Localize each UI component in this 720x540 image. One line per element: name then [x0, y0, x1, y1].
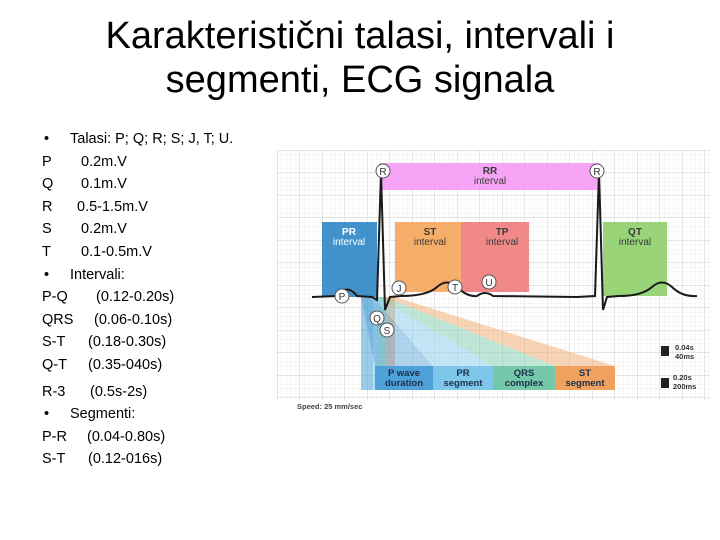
ecg-diagram: [277, 150, 710, 412]
wave-marker-u: [482, 275, 496, 289]
svg-text:0.20s: 0.20s: [673, 373, 692, 382]
wave-name: S: [42, 221, 52, 238]
svg-text:U: U: [485, 278, 493, 289]
svg-text:S: S: [383, 326, 391, 337]
segment-value: (0.12-016s): [88, 451, 163, 468]
st-interval-label-1: ST: [423, 227, 437, 238]
slide-title-line-1: Karakteristični talasi, intervali i: [105, 15, 615, 57]
segment-name: S-T: [42, 451, 66, 468]
wave-marker-p: [335, 289, 349, 303]
wave-name: T: [42, 243, 51, 260]
slide-title-line-2: segmenti, ECG signala: [165, 59, 555, 101]
svg-text:200ms: 200ms: [673, 382, 697, 391]
interval-value: (0.5s-2s): [90, 383, 148, 400]
pr-segment-label-2: segment: [443, 378, 483, 389]
bullet-icon: •: [44, 406, 50, 423]
wave-value: 0.1-0.5m.V: [81, 243, 152, 260]
svg-text:T: T: [451, 283, 459, 294]
svg-text:Q: Q: [373, 314, 381, 325]
wave-value: 0.2m.V: [81, 221, 127, 238]
pr-segment-label-1: PR: [456, 368, 470, 379]
st-segment-label-2: segment: [565, 378, 605, 389]
wave-name: P: [42, 153, 52, 170]
p-wave-duration-label-1: P wave: [387, 368, 421, 379]
interval-name: P-Q: [42, 289, 68, 306]
interval-value: (0.12-0.20s): [96, 289, 175, 306]
wave-marker-q: [370, 311, 384, 325]
wave-marker-t: [448, 280, 462, 294]
wave-name: Q: [42, 176, 54, 193]
qt-interval-label-1: QT: [628, 227, 642, 238]
wave-value: 0.1m.V: [81, 176, 127, 193]
wave-value: 0.2m.V: [81, 153, 127, 170]
pr-interval-label-2: interval: [332, 237, 366, 248]
st-interval-label-2: interval: [413, 237, 447, 248]
segments-heading-text: Segmenti:: [70, 406, 136, 423]
interval-name: QRS: [42, 311, 74, 328]
svg-text:0.04s: 0.04s: [675, 343, 694, 352]
pr-interval-label-1: PR: [342, 227, 356, 238]
rr-interval-label-1: RR: [482, 166, 498, 177]
svg-text:P: P: [338, 292, 346, 303]
interval-value: (0.06-0.10s): [94, 311, 173, 328]
segment-value: (0.04-0.80s): [87, 428, 166, 445]
svg-text:R: R: [379, 167, 387, 178]
qrs-complex-label-2: complex: [504, 378, 544, 389]
qt-interval-label-2: interval: [618, 237, 652, 248]
interval-name: R-3: [42, 383, 66, 400]
bullet-icon: •: [44, 131, 50, 147]
tp-interval-label-1: TP: [495, 227, 509, 238]
segment-name: P-R: [42, 428, 67, 445]
speed-label: Speed: 25 mm/sec: [297, 402, 363, 411]
slide-title: [60, 14, 660, 102]
interval-name: Q-T: [42, 356, 67, 373]
wave-marker-s: [380, 323, 394, 337]
wave-value: 0.5-1.5m.V: [77, 198, 148, 215]
interval-value: (0.35-040s): [88, 356, 163, 373]
wave-name: R: [42, 198, 53, 215]
bullet-icon: •: [44, 266, 50, 283]
svg-text:J: J: [396, 284, 402, 295]
wave-marker-r-right: [590, 164, 604, 178]
wave-marker-j: [392, 281, 406, 295]
intervals-heading-text: Intervali:: [70, 266, 125, 283]
interval-value: (0.18-0.30s): [88, 334, 167, 351]
st-segment-label-1: ST: [578, 368, 592, 379]
svg-text:R: R: [593, 167, 601, 178]
wave-marker-r-left: [376, 164, 390, 178]
svg-text:40ms: 40ms: [675, 352, 695, 361]
p-wave-duration-label-2: duration: [385, 378, 423, 389]
waves-heading-text: Talasi: P; Q; R; S; J, T; U.: [70, 131, 234, 147]
qrs-complex-label-1: QRS: [513, 368, 535, 379]
tp-interval-label-2: interval: [485, 237, 519, 248]
rr-interval-label-2: interval: [473, 176, 507, 187]
interval-name: S-T: [42, 334, 66, 351]
